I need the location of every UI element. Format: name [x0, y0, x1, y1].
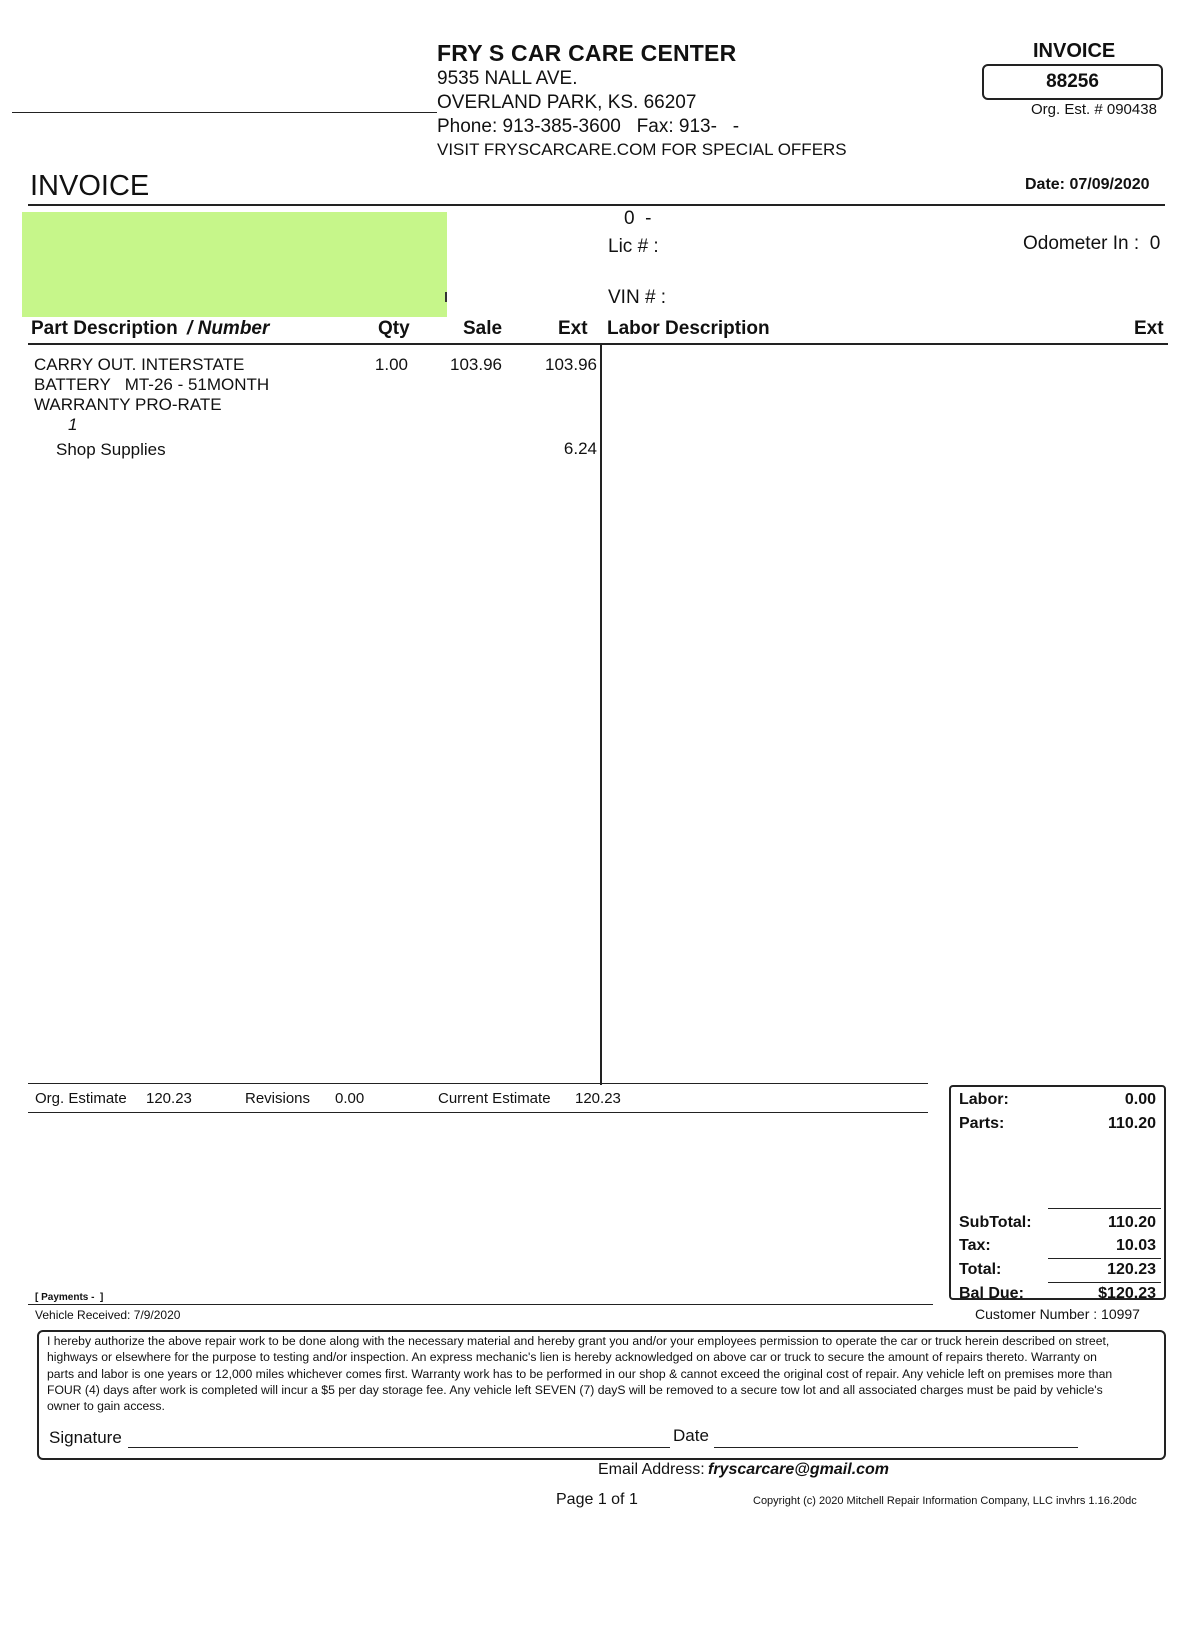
- org-estimate-number: Org. Est. # 090438: [1031, 101, 1157, 118]
- shop-promo: VISIT FRYSCARCARE.COM FOR SPECIAL OFFERS: [437, 140, 847, 159]
- tax-label: Tax:: [959, 1237, 991, 1254]
- current-estimate-value: 120.23: [575, 1090, 621, 1107]
- email-link[interactable]: fryscarcare@gmail.com: [708, 1461, 890, 1478]
- shop-city: OVERLAND PARK, KS. 66207: [437, 92, 697, 113]
- page-number: Page 1 of 1: [556, 1491, 638, 1508]
- date-label: Date: [673, 1426, 709, 1445]
- redacted-customer-info: [22, 212, 447, 317]
- invoice-label: INVOICE: [1033, 40, 1116, 62]
- date-line[interactable]: [714, 1447, 1078, 1448]
- labor-total: 0.00: [1124, 1091, 1156, 1108]
- labor-label: Labor:: [959, 1091, 1009, 1108]
- parts-label: Parts:: [959, 1115, 1005, 1132]
- current-estimate-label: Current Estimate: [438, 1090, 551, 1107]
- subtotal-label: SubTotal:: [959, 1214, 1032, 1231]
- vehicle-code: 0 -: [624, 208, 652, 229]
- revisions-value: 0.00: [335, 1090, 365, 1107]
- shop-address: 9535 NALL AVE.: [437, 68, 578, 89]
- balance-due-value: $120.23: [1098, 1285, 1156, 1302]
- col-part-description: Part Description / Number: [31, 318, 270, 339]
- subtotal-value: 110.20: [1107, 1214, 1156, 1231]
- tax-value: 10.03: [1115, 1237, 1156, 1254]
- redaction-edge-mark: [445, 292, 447, 302]
- invoice-number-box: [982, 64, 1163, 100]
- header-rule: [12, 112, 437, 113]
- tax-rule: [1048, 1258, 1161, 1259]
- total-label: Total:: [959, 1261, 1002, 1278]
- col-labor-description: Labor Description: [607, 318, 770, 339]
- customer-number: Customer Number : 10997: [975, 1306, 1140, 1322]
- item-ext: 103.96: [545, 355, 597, 374]
- shop-name: FRY S CAR CARE CENTER: [437, 40, 737, 66]
- parts-total: 110.20: [1107, 1115, 1156, 1132]
- estimate-rule-top: [28, 1083, 928, 1084]
- authorization-text: I hereby authorize the above repair work to be done along with the necessary material and hereby grant you and/or your employees permission to operate the car or truck herein described on street, highways or elsewhere for the purpose to testing and/or inspection. An express mechanic's lien is hereby acknowledged on above car or truck to secure the amount of repairs thereto. Warranty on parts and labor is one years or 12,000 miles whichever comes first. Warranty work has to be performed in our shop & cannot exceed the original cost of repair. Any vehicle left on premises more than FOUR (4) days after work is completed will incur a $5 per day storage fee. Any vehicle left SEVEN (7) dayS will be removed to a secure tow lot and all associated charges must be paid by vehicle's owner to gain access.: [47, 1334, 1113, 1414]
- top-rule: [28, 204, 1165, 206]
- total-value: 120.23: [1107, 1261, 1156, 1278]
- total-rule: [1048, 1282, 1161, 1283]
- payments-label: [ Payments - ]: [35, 1292, 104, 1303]
- payments-rule: [28, 1304, 933, 1305]
- shop-phone-fax: Phone: 913-385-3600 Fax: 913- -: [437, 116, 740, 137]
- estimate-rule-bottom: [28, 1112, 928, 1113]
- page-title: INVOICE: [30, 170, 150, 202]
- col-sale: Sale: [463, 318, 503, 339]
- list-item: Shop Supplies: [56, 440, 166, 459]
- balance-due-label: Bal Due:: [959, 1285, 1024, 1302]
- col-qty: Qty: [378, 318, 410, 339]
- copyright-text: Copyright (c) 2020 Mitchell Repair Information Company, LLC invhrs 1.16.20dc: [753, 1495, 1137, 1507]
- item-ext: 6.24: [563, 439, 597, 458]
- invoice-number: 88256: [1046, 71, 1099, 92]
- item-sale: 103.96: [450, 355, 502, 374]
- odometer-in: Odometer In : 0: [1023, 233, 1161, 254]
- vehicle-received: Vehicle Received: 7/9/2020: [35, 1308, 181, 1322]
- signature-line[interactable]: [128, 1447, 670, 1448]
- list-item: CARRY OUT. INTERSTATE BATTERY MT-26 - 51MONTH WARRANTY PRO-RATE 1: [34, 355, 270, 434]
- vin-label: VIN # :: [608, 287, 667, 308]
- column-header-rule: [28, 343, 1168, 345]
- invoice-date: Date: 07/09/2020: [1025, 176, 1150, 193]
- org-estimate-value: 120.23: [146, 1090, 192, 1107]
- signature-label: Signature: [49, 1428, 122, 1447]
- item-qty: 1.00: [374, 355, 408, 374]
- subtotal-rule: [1048, 1208, 1161, 1209]
- email-label: Email Address:: [598, 1461, 705, 1478]
- parts-labor-divider: [600, 345, 602, 1085]
- revisions-label: Revisions: [245, 1090, 311, 1107]
- col-ext: Ext: [558, 318, 588, 339]
- col-labor-ext: Ext: [1134, 318, 1164, 339]
- license-label: Lic # :: [608, 236, 659, 257]
- org-estimate-label: Org. Estimate: [35, 1090, 127, 1107]
